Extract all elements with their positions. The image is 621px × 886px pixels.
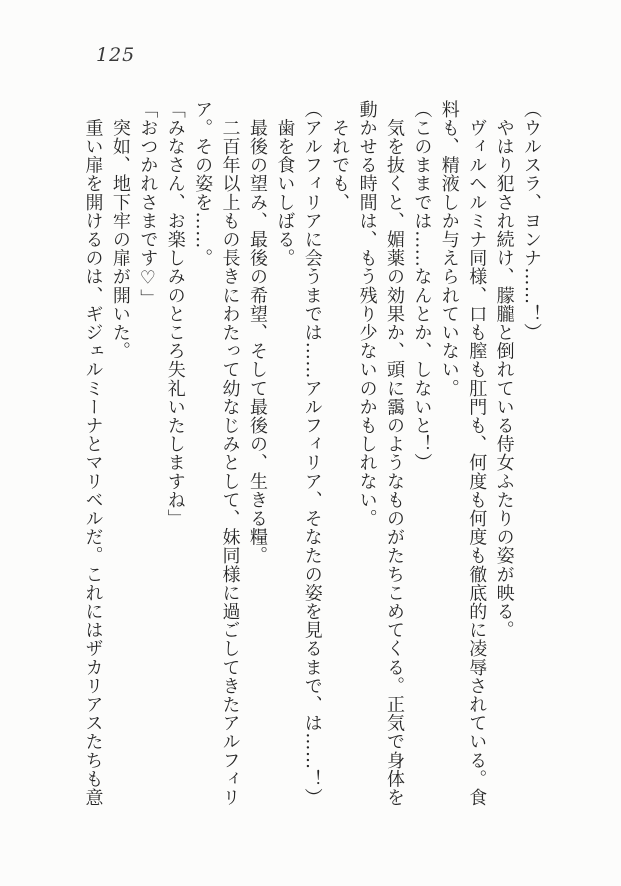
text-line: ヴィルヘルミナ同様、口も膣も肛門も、何度も何度も徹底的に凌辱されている。食 [466,100,488,807]
text-line: 「みなさん、お楽しみのところ失礼いたしますね」 [164,100,186,528]
text-block [79,100,545,807]
text-line: （アルフィリアに会うまでは……アルフィリア、そなたの姿を見るまで、は……！） [301,100,323,807]
text-line: 気を抜くと、媚薬の効果か、頭に靄のようなものがたちこめてくる。正気で身体を [383,100,405,807]
text-line: 歯を食いしばる。 [274,100,296,268]
text-line: （ウルスラ、ヨンナ……！） [521,100,542,342]
text-line: やはり犯され続け、朦朧と倒れている侍女ふたりの姿が映る。 [493,100,515,640]
text-line: （このままでは……なんとか、しないと！） [411,100,433,472]
text-line: 料も、精液しか与えられていない。 [438,100,460,398]
text-line: 「おつかれさまです♡」 [137,100,159,308]
text-line: それでも、 [329,100,351,212]
text-line: 最後の望み、最後の希望、そして最後の、生きる糧。 [246,100,268,565]
text-line: ア。その姿を……。 [192,100,214,268]
page-number: 125 [96,44,136,66]
text-line: 動かせる時間は、もう残り少ないのかもしれない。 [356,100,378,528]
text-line: 突如、地下牢の扉が開いた。 [109,100,131,361]
text-line: 重い扉を開けるのは、ギジェルミーナとマリベルだ。これにはザカリアスたちも意 [82,100,104,807]
text-line: 二百年以上もの長きにわたって幼なじみとして、妹同様に過ごしてきたアルフィリ [219,100,241,807]
